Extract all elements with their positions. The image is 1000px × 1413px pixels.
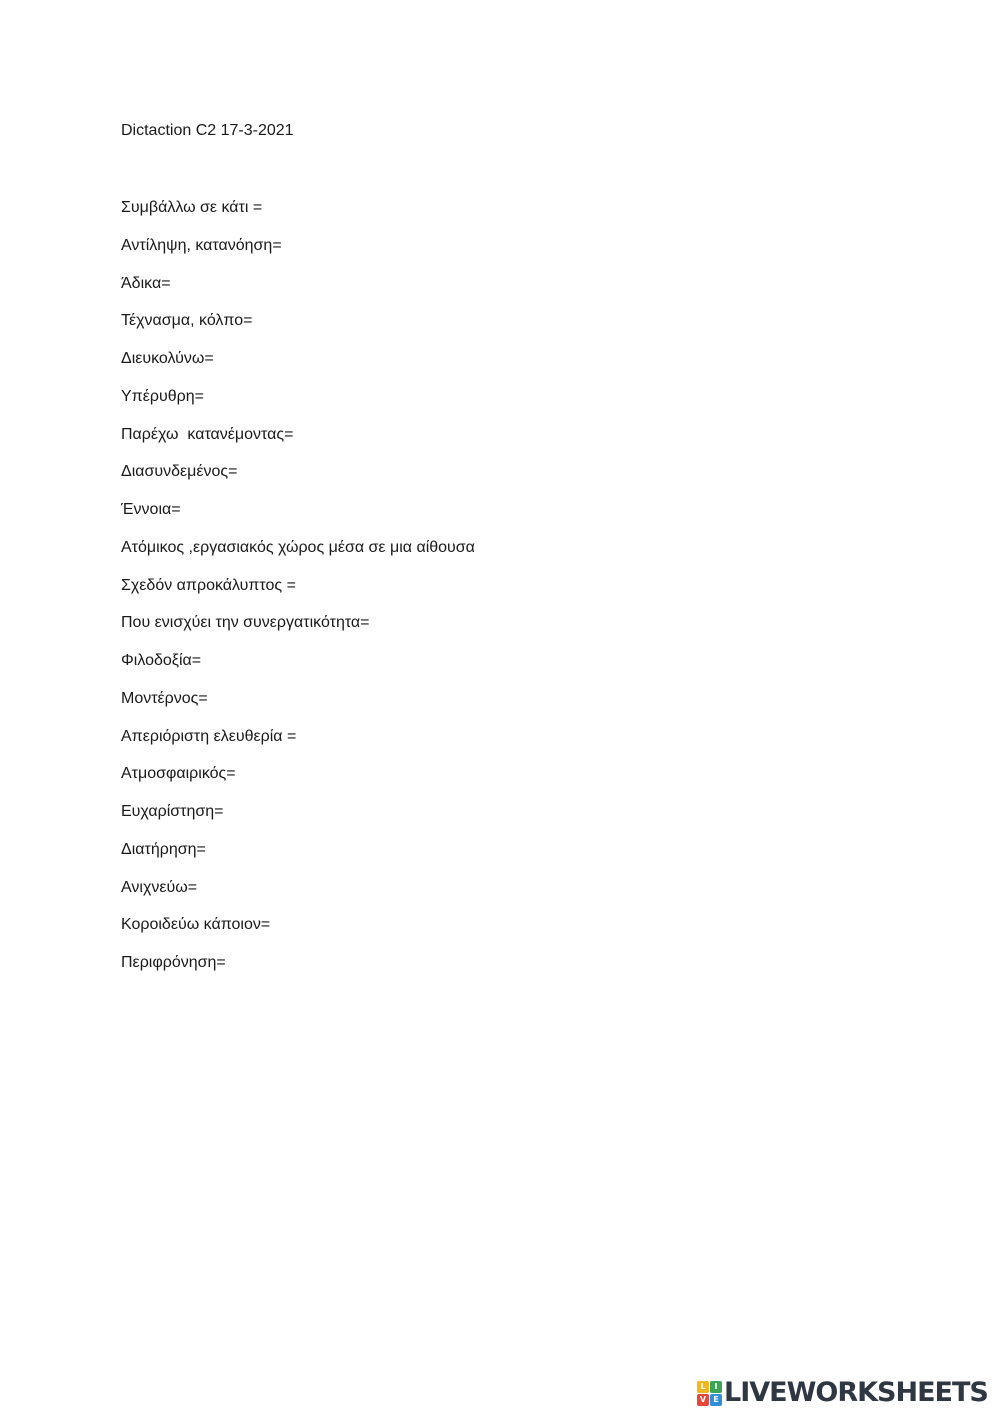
vocabulary-item: Έννοια=	[121, 501, 181, 518]
vocabulary-item: Σχεδόν απροκάλυπτος =	[121, 576, 296, 594]
logo-tile: L	[697, 1381, 709, 1393]
liveworksheets-watermark	[697, 1378, 988, 1408]
vocabulary-list	[121, 198, 475, 991]
vocabulary-item: Υπέρυθρη=	[121, 387, 204, 405]
vocabulary-item: Απεριόριστη ελευθερία =	[121, 727, 297, 745]
liveworksheets-wordmark: LIVEWORKSHEETS	[724, 1377, 988, 1408]
document-title: Dictaction C2 17-3-2021	[121, 122, 294, 139]
vocabulary-item: Διατήρηση=	[121, 840, 206, 858]
vocabulary-item: Φιλοδοξία=	[121, 652, 202, 669]
vocabulary-item: Ανιχνεύω=	[121, 878, 198, 896]
vocabulary-item: Κοροιδεύω κάποιον=	[121, 916, 271, 934]
vocabulary-item: Τέχνασμα, κόλπο=	[121, 312, 253, 330]
vocabulary-item: Ατμοσφαιρικός=	[121, 765, 236, 783]
vocabulary-item: Περιφρόνηση=	[121, 954, 226, 971]
liveworksheets-logo-icon	[697, 1381, 721, 1405]
vocabulary-item: Ευχαρίστηση=	[121, 803, 224, 820]
vocabulary-item: Που ενισχύει την συνεργατικότητα=	[121, 614, 370, 632]
logo-tile: E	[710, 1394, 722, 1406]
vocabulary-item: Ατόμικος ,εργασιακός χώρος μέσα σε μια αίθουσα	[121, 538, 475, 556]
vocabulary-item: Άδικα=	[121, 274, 171, 292]
vocabulary-item: Διασυνδεμένος=	[121, 463, 238, 481]
vocabulary-item: Παρέχω κατανέμοντας=	[121, 425, 294, 443]
vocabulary-item: Διευκολύνω=	[121, 350, 214, 367]
logo-tile: V	[697, 1394, 709, 1406]
vocabulary-item: Συμβάλλω σε κάτι =	[121, 199, 263, 216]
logo-tile: I	[710, 1381, 722, 1393]
vocabulary-item: Μοντέρνος=	[121, 689, 208, 707]
vocabulary-item: Αντίληψη, κατανόηση=	[121, 236, 282, 254]
